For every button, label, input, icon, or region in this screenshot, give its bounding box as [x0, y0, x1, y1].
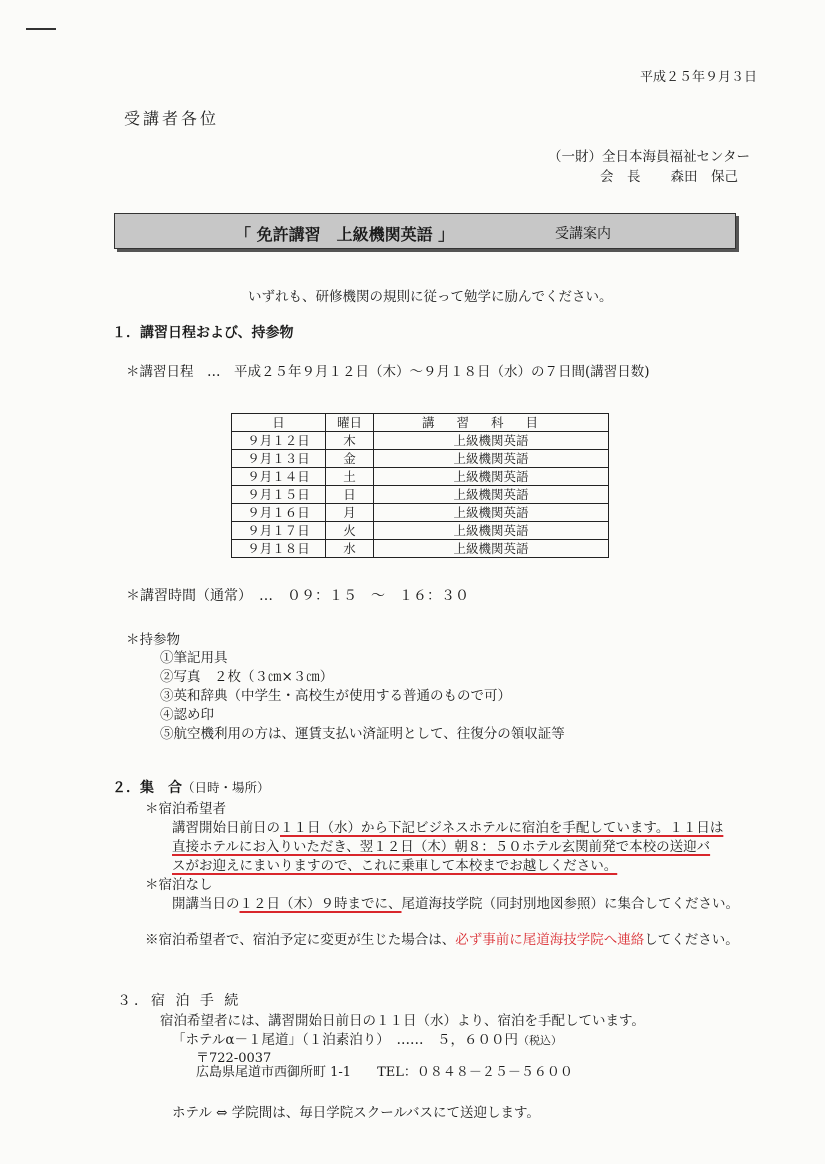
- note-b: 必ず事前に尾道海技学院へ連絡: [455, 932, 645, 948]
- row-date: ９月１３日: [232, 450, 326, 468]
- hotel-line: [172, 1028, 562, 1048]
- row-day: 日: [326, 486, 374, 504]
- belongings-item: ②写真 ２枚（３㎝×３㎝）: [160, 669, 334, 685]
- table-header-row: [232, 414, 609, 432]
- schedule-label: ＊講習日程: [126, 364, 194, 380]
- belongings-item: ③英和辞典（中学生・高校生が使用する普通のもので可）: [160, 688, 511, 704]
- section2-heading: [112, 777, 270, 797]
- table-row: [232, 450, 609, 468]
- row-subject: 上級機関英語: [374, 522, 609, 540]
- stay-yes-line2: 直接ホテルにお入りいただき、翌１２日（木）朝８：５０ホテル玄関前発で本校の送迎バ: [172, 839, 711, 855]
- sender-name: 森田 保己: [670, 169, 738, 185]
- table-row: [232, 522, 609, 540]
- address-text: 広島県尾道市西御所町 1-1: [196, 1065, 352, 1080]
- row-day: 火: [326, 522, 374, 540]
- belongings-item: ⑤航空機利用の方は、運賃支払い済証明として、往復分の領収証等: [160, 726, 565, 742]
- tax-note: （税込）: [517, 1034, 562, 1047]
- row-subject: 上級機関英語: [374, 432, 609, 450]
- stay-yes-line3: スがお迎えにまいりますので、これに乗車して本校までお越しください。: [172, 858, 618, 874]
- sender-signature: [600, 165, 738, 185]
- schedule-text: … 平成２５年９月１２日（木）～９月１８日（水）の７日間(講習日数): [207, 364, 650, 380]
- row-date: ９月１４日: [232, 468, 326, 486]
- row-subject: 上級機関英語: [374, 486, 609, 504]
- row-date: ９月１７日: [232, 522, 326, 540]
- header-date: 日: [232, 414, 326, 432]
- sender-title: 会 長: [600, 169, 641, 185]
- title-main: 「 免許講習 上級機関英語 」: [235, 225, 455, 244]
- title-banner: [114, 213, 736, 249]
- tel-label: TEL：: [377, 1065, 417, 1080]
- stay-no-b: １２日（木）９時までに、: [239, 896, 402, 912]
- table-row: [232, 486, 609, 504]
- row-subject: 上級機関英語: [374, 504, 609, 522]
- hours-label: ＊講習時間（通常）: [126, 588, 245, 604]
- lodging-line1: 宿泊希望者には、講習開始日前日の１１日（水）より、宿泊を手配しています。: [160, 1013, 645, 1029]
- row-date: ９月１８日: [232, 540, 326, 558]
- sender-organization: （一財）全日本海員福祉センター: [548, 149, 750, 165]
- document-date: 平成２５年９月３日: [640, 70, 758, 85]
- stay-no-c: 尾道海技学院（同封別地図参照）に集合してください。: [401, 896, 739, 912]
- row-day: 土: [326, 468, 374, 486]
- row-day: 月: [326, 504, 374, 522]
- stay-yes-label: ＊宿泊希望者: [145, 801, 226, 817]
- belongings-item: ①筆記用具: [160, 650, 228, 666]
- note-c: してください。: [644, 932, 739, 948]
- row-day: 木: [326, 432, 374, 450]
- addressee: 受講者各位: [124, 109, 220, 128]
- schedule-table: [231, 413, 609, 558]
- header-subject: 講習科目: [374, 414, 609, 432]
- row-day: 金: [326, 450, 374, 468]
- table-row: [232, 432, 609, 450]
- table-row: [232, 504, 609, 522]
- row-day: 水: [326, 540, 374, 558]
- hours-text: … ０９：１５ ～ １６：３０: [259, 588, 469, 604]
- postal-code: 〒722-0037: [196, 1051, 272, 1066]
- stay-yes-line1: [172, 816, 723, 836]
- section2-paren: （日時・場所）: [182, 780, 270, 795]
- intro-text: いずれも、研修機関の規則に従って勉学に励んでください。: [248, 289, 613, 305]
- hotel-text: 「ホテルα－１尾道」（１泊素泊り） …… ５，６００円: [172, 1032, 518, 1048]
- tel-number: ０８４８－２５－５６００: [416, 1065, 573, 1080]
- row-subject: 上級機関英語: [374, 450, 609, 468]
- title-sub: 受講案内: [555, 226, 611, 242]
- table-row: [232, 468, 609, 486]
- table-row: [232, 540, 609, 558]
- note-a: ※宿泊希望者で、宿泊予定に変更が生じた場合は、: [145, 932, 456, 948]
- hours-line: [126, 585, 469, 605]
- section3-heading: ３．宿 泊 手 続: [117, 993, 242, 1009]
- row-subject: 上級機関英語: [374, 468, 609, 486]
- change-note: [145, 928, 739, 948]
- belongings-label: ＊持参物: [126, 632, 180, 648]
- row-date: ９月１６日: [232, 504, 326, 522]
- belongings-item: ④認め印: [160, 707, 214, 723]
- row-date: ９月１５日: [232, 486, 326, 504]
- stay-no-label: ＊宿泊なし: [145, 877, 213, 893]
- address-line: [196, 1061, 573, 1080]
- section1-heading: １．講習日程および、持参物: [112, 325, 294, 341]
- schedule-line: [126, 360, 650, 380]
- stay-no-a: 開講当日の: [172, 896, 240, 912]
- stay-yes-line1a: 講習開始日前日の: [172, 820, 280, 836]
- header-day: 曜日: [326, 414, 374, 432]
- row-date: ９月１２日: [232, 432, 326, 450]
- stay-yes-line1b: １１日（水）から下記ビジネスホテルに宿泊を手配しています。１１日は: [280, 820, 724, 836]
- stay-no-line: [172, 892, 739, 912]
- row-subject: 上級機関英語: [374, 540, 609, 558]
- shuttle-note: ホテル ⇔ 学院間は、毎日学院スクールバスにて送迎します。: [172, 1105, 540, 1121]
- section2-title: ２．集 合: [112, 780, 182, 796]
- corner-mark: [26, 28, 56, 30]
